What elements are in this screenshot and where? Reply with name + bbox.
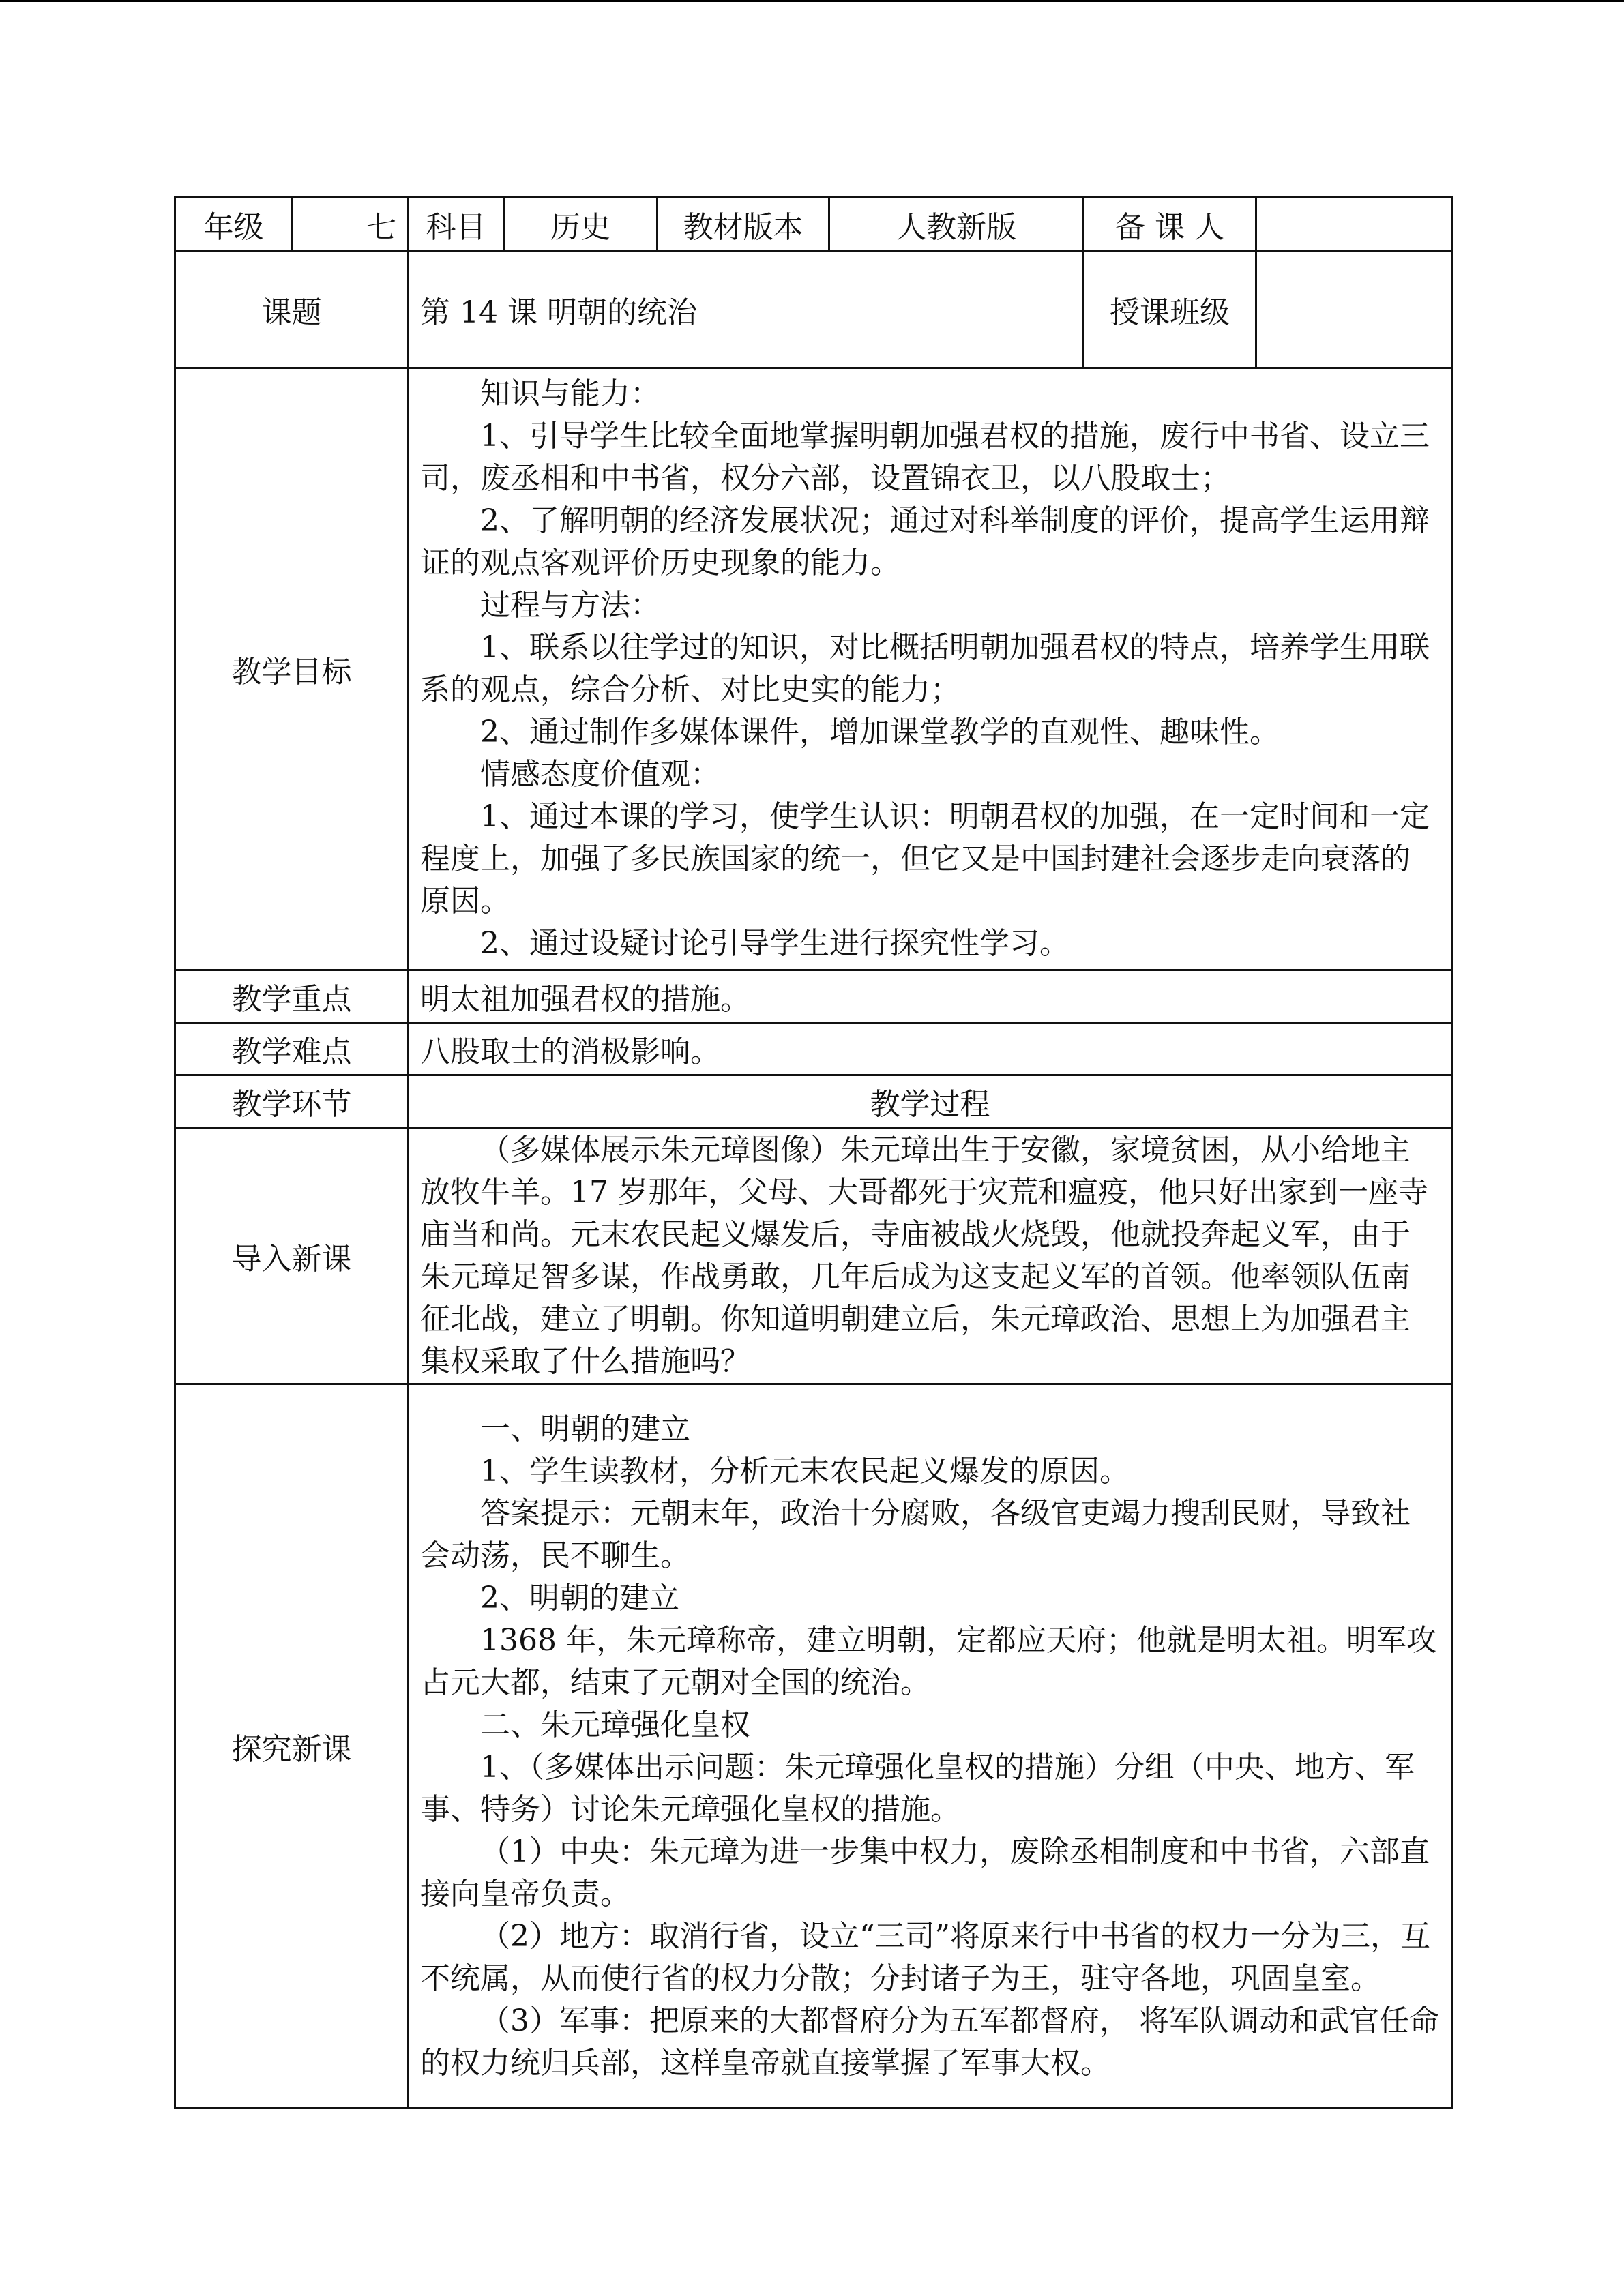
explore-paragraph: （1）中央：朱元璋为进一步集中权力，废除丞相制度和中书省，六部直接向皇帝负责。 <box>420 1834 1430 1911</box>
process-header-row <box>175 1075 1452 1128</box>
topic-label: 课题 <box>175 251 409 368</box>
explore-paragraph: （2）地方：取消行省，设立“三司”将原来行中书省的权力一分为三，互不统属，从而使行省的权力分散；分封诸子为王，驻守各地，巩固皇室。 <box>420 1918 1430 1996</box>
explore-paragraph: 1、学生读教材，分析元末农民起义爆发的原因。 <box>480 1453 1130 1489</box>
teacher-value <box>1256 198 1452 251</box>
intro-content <box>409 1128 1452 1384</box>
objectives-paragraph: 2、了解明朝的经济发展状况；通过对科举制度的评价，提高学生运用辩证的观点客观评价历史现象的能力。 <box>420 503 1430 580</box>
objectives-paragraph: 2、通过设疑讨论引导学生进行探究性学习。 <box>480 926 1069 961</box>
objectives-row <box>175 368 1452 970</box>
objectives-paragraph: 1、联系以往学过的知识，对比概括明朝加强君权的特点，培养学生用联系的观点，综合分析、对比史实的能力； <box>420 630 1430 707</box>
subject-label: 科目 <box>409 198 504 251</box>
process-header-label: 教学环节 <box>175 1075 409 1128</box>
intro-row <box>175 1128 1452 1384</box>
objectives-paragraph: 情感态度价值观： <box>480 757 720 792</box>
lesson-plan-table <box>174 196 1453 2109</box>
objectives-paragraph: 2、通过制作多媒体课件，增加课堂教学的直观性、趣味性。 <box>480 715 1280 749</box>
objectives-paragraph: 过程与方法： <box>480 588 660 623</box>
process-header-value: 教学过程 <box>409 1075 1452 1128</box>
explore-paragraph: 答案提示：元朝末年，政治十分腐败，各级官吏竭力搜刮民财，导致社会动荡，民不聊生。 <box>420 1495 1411 1573</box>
explore-paragraph: 2、明朝的建立 <box>480 1580 679 1615</box>
topic-row <box>175 251 1452 368</box>
intro-label: 导入新课 <box>175 1128 409 1384</box>
explore-label: 探究新课 <box>175 1384 409 2108</box>
objectives-paragraph: 1、引导学生比较全面地掌握明朝加强君权的措施，废行中书省、设立三司，废丞相和中书省，权分六部，设置锦衣卫，以八股取士； <box>420 419 1430 496</box>
objectives-content <box>409 368 1452 970</box>
key-point-label: 教学重点 <box>175 970 409 1023</box>
key-point-row <box>175 970 1452 1023</box>
objectives-paragraph: 知识与能力： <box>480 376 660 411</box>
explore-paragraph: 1368 年，朱元璋称帝，建立明朝，定都应天府；他就是明太祖。明军攻占元大都，结束了元朝对全国的统治。 <box>420 1622 1436 1700</box>
explore-row <box>175 1384 1452 2108</box>
explore-paragraph: 一、明朝的建立 <box>480 1411 690 1446</box>
edition-label: 教材版本 <box>658 198 829 251</box>
objectives-label: 教学目标 <box>175 368 409 970</box>
class-label: 授课班级 <box>1084 251 1256 368</box>
page-top-border <box>0 0 1624 2</box>
class-value <box>1256 251 1452 368</box>
difficulty-label: 教学难点 <box>175 1023 409 1075</box>
teacher-label: 备 课 人 <box>1084 198 1256 251</box>
grade-label: 年级 <box>175 198 293 251</box>
explore-paragraph: 二、朱元璋强化皇权 <box>480 1707 750 1742</box>
grade-value: 七 <box>293 198 409 251</box>
difficulty-value: 八股取士的消极影响。 <box>409 1023 1452 1075</box>
subject-value: 历史 <box>504 198 658 251</box>
difficulty-row <box>175 1023 1452 1075</box>
edition-value: 人教新版 <box>829 198 1084 251</box>
explore-paragraph: （3）军事：把原来的大都督府分为五军都督府， 将军队调动和武官任命的权力统归兵部，这样皇帝就直接掌握了军事大权。 <box>420 2003 1439 2081</box>
explore-paragraph: 1、（多媒体出示问题：朱元璋强化皇权的措施）分组（中央、地方、军事、特务）讨论朱元璋强化皇权的措施。 <box>420 1749 1415 1827</box>
intro-paragraph: （多媒体展示朱元璋图像）朱元璋出生于安徽，家境贫困，从小给地主放牧牛羊。17 岁那年，父母、大哥都死于灾荒和瘟疫，他只好出家到一座寺庙当和尚。元末农民起义爆发后，寺庙被战火烧毁，他就投奔起义军，由于朱元璋足智多谋，作战勇敢，几年后成为这支起义军的首领。他率领队伍南征北战，建立了明朝。你知道明朝建立后，朱元璋政治、思想上为加强君主集权采取了什么措施吗？ <box>420 1132 1428 1379</box>
objectives-paragraph: 1、通过本课的学习，使学生认识：明朝君权的加强，在一定时间和一定程度上，加强了多民族国家的统一，但它又是中国封建社会逐步走向衰落的原因。 <box>420 799 1430 919</box>
explore-content <box>409 1384 1452 2108</box>
topic-value: 第 14 课 明朝的统治 <box>409 251 1084 368</box>
header-row <box>175 198 1452 251</box>
key-point-value: 明太祖加强君权的措施。 <box>409 970 1452 1023</box>
